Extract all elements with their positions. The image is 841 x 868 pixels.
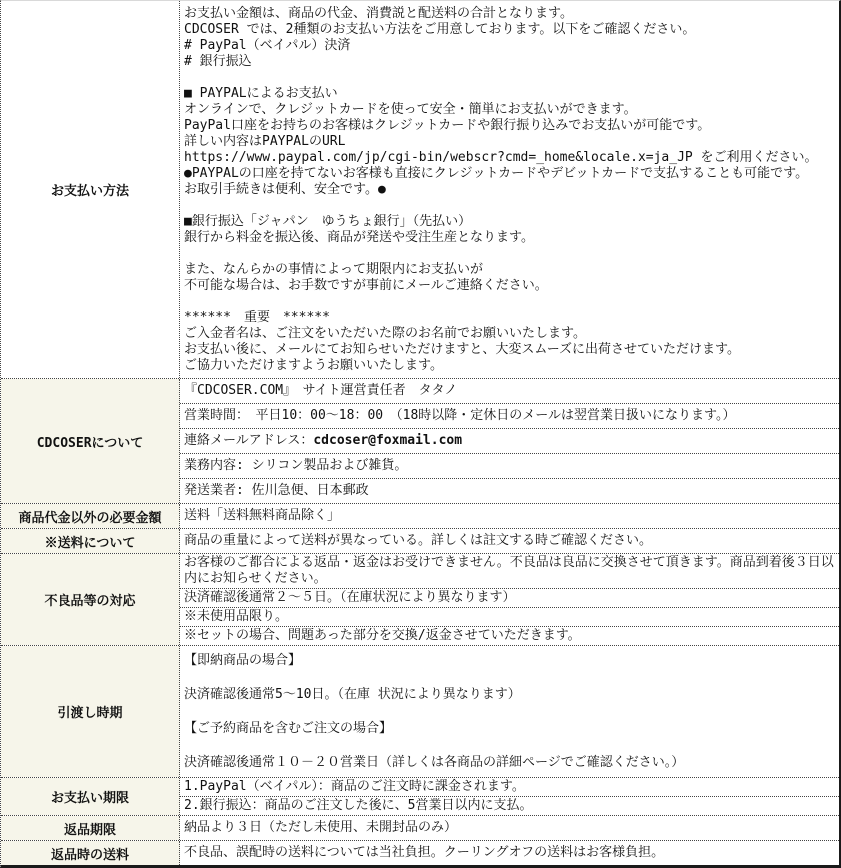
row-header: お支払い方法 xyxy=(1,1,180,378)
row-content xyxy=(180,504,839,528)
content-line xyxy=(184,246,835,262)
content-line: 発送業者: 佐川急便、日本郵政 xyxy=(184,483,369,498)
table-row xyxy=(1,1,839,378)
content-line xyxy=(184,198,835,214)
content-line: ■銀行振込「ジャパン ゆうちょ銀行」（先払い） xyxy=(184,214,472,229)
content-line: ●PAYPALの口座を持てないお客様も直接にクレジットカードやデビットカードで支払することも可能です。 xyxy=(184,166,809,181)
content-section xyxy=(180,554,839,588)
content-line: お客様のご都合による返品・返金はお受けできません。不良品は良品に交換させて頂きます。商品到着後３日以内にお知らせください。 xyxy=(184,555,834,586)
content-line: 決済確認後通常１０－２０営業日（詳しくは各商品の詳細ページでご確認ください。） xyxy=(184,755,685,770)
content-line: ご入金者名は、ご注文をいただいた際のお名前でお願いいたします。 xyxy=(184,326,586,341)
content-line: 詳しい内容はPAYPALのURL xyxy=(184,134,346,149)
content-section xyxy=(180,607,839,626)
content-line: 2.銀行振込：商品のご注文した後に、5営業日以内に支払。 xyxy=(184,798,533,813)
row-header: 商品代金以外の必要金額 xyxy=(1,504,180,528)
table-row xyxy=(1,503,839,528)
content-line xyxy=(184,294,835,310)
row-content xyxy=(180,841,839,865)
row-header: 不良品等の対応 xyxy=(1,554,180,645)
email-label: 連絡メールアドレス： xyxy=(184,433,314,448)
content-line: お支払い後に、メールにてお知らせいただけますと、大変スムーズに出荷させていただけます。 xyxy=(184,342,741,357)
content-section xyxy=(180,626,839,645)
row-header: 返品期限 xyxy=(1,816,180,840)
table-row xyxy=(1,815,839,840)
content-line: ※セットの場合、問題あった部分を交換/返金させていただきます。 xyxy=(184,628,581,643)
content-line: 送料「送料無料商品除く」 xyxy=(184,508,341,523)
row-header: 引渡し時期 xyxy=(1,646,180,777)
content-section xyxy=(180,796,839,815)
row-header: 返品時の送料 xyxy=(1,841,180,865)
table-row xyxy=(1,528,839,553)
content-line: 営業時間： 平日10：00～18：00 （18時以降・定休日のメールは翌営業日扱いになります。） xyxy=(184,408,736,423)
content-line: 【ご予約商品を含むご注文の場合】 xyxy=(184,721,393,736)
row-content xyxy=(180,1,839,378)
email-address: cdcoser@foxmail.com xyxy=(313,433,463,448)
content-line: PayPal口座をお持ちのお客様はクレジットカードや銀行振り込みでお支払いが可能です。 xyxy=(184,118,711,133)
row-content xyxy=(180,816,839,840)
content-section xyxy=(180,816,839,840)
row-header: CDCOSERについて xyxy=(1,379,180,503)
content-section xyxy=(180,529,839,553)
content-line: # PayPal（ベイパル）決済 xyxy=(184,38,351,53)
content-line: 1.PayPal（ベイパル）：商品のご注文時に課金されます。 xyxy=(184,779,525,794)
content-section xyxy=(180,778,839,796)
content-line: 決済確認後通常２～５日。（在庫状況により異なります） xyxy=(184,590,516,605)
content-line: ■ PAYPALによるお支払い xyxy=(184,86,338,101)
row-content xyxy=(180,529,839,553)
content-line: 決済確認後通常5～10日。（在庫 状況により異なります） xyxy=(184,687,521,702)
content-line: CDCOSER では、2種類のお支払い方法をご用意しております。以下をご確認ください。 xyxy=(184,22,696,37)
content-line: https://www.paypal.com/jp/cgi-bin/webscr?cmd=_home&locale.x=ja_JP をご利用ください。 xyxy=(184,150,818,165)
table-row xyxy=(1,378,839,503)
content-line: # 銀行振込 xyxy=(184,54,252,69)
content-line xyxy=(184,737,835,754)
content-section xyxy=(180,428,839,453)
content-section xyxy=(180,588,839,607)
table-row xyxy=(1,645,839,777)
content-line: また、なんらかの事情によって期限内にお支払いが xyxy=(184,262,484,277)
row-header: ※送料について xyxy=(1,529,180,553)
content-section xyxy=(180,478,839,503)
content-section xyxy=(180,1,839,378)
content-line: 商品の重量によって送料が異なっている。詳しくは註文する時ご確認ください。 xyxy=(184,533,653,548)
content-section xyxy=(180,403,839,428)
content-line: オンラインで、クレジットカードを使って安全・簡単にお支払いができます。 xyxy=(184,102,637,117)
table-row xyxy=(1,553,839,645)
row-header: お支払い期限 xyxy=(1,778,180,815)
content-line: 不良品、誤配時の送料については当社負担。クーリングオフの送料はお客様負担。 xyxy=(184,845,665,860)
content-line: 『CDCOSER.COM』 サイト運営責任者 タタノ xyxy=(184,383,458,398)
row-content xyxy=(180,646,839,777)
content-line: 銀行から料金を振込後、商品が発送や受注生産となります。 xyxy=(184,230,534,245)
content-line: ご協力いただけますようお願いいたします。 xyxy=(184,358,443,373)
content-line: ****** 重要 ****** xyxy=(184,310,330,325)
content-line: 【即納商品の場合】 xyxy=(184,653,302,668)
content-line xyxy=(184,70,835,86)
table-row xyxy=(1,840,839,865)
content-line: 納品より３日（ただし未使用、未開封品のみ） xyxy=(184,820,458,835)
content-line: お取引手続きは便利、安全です。● xyxy=(184,182,386,197)
content-line: 業務内容: シリコン製品および雑貨。 xyxy=(184,458,408,473)
content-section xyxy=(180,379,839,403)
content-line: ※未使用品限り。 xyxy=(184,609,289,624)
content-section xyxy=(180,841,839,865)
row-content xyxy=(180,554,839,645)
content-line xyxy=(184,703,835,720)
content-line: お支払い金額は、商品の代金、消費説と配送料の合計となります。 xyxy=(184,6,573,21)
row-content xyxy=(180,379,839,503)
table-row xyxy=(1,777,839,815)
content-line xyxy=(184,669,835,686)
content-section xyxy=(180,453,839,478)
content-section xyxy=(180,646,839,777)
content-section xyxy=(180,504,839,528)
email-line xyxy=(184,433,835,449)
row-content xyxy=(180,778,839,815)
content-line: 不可能な場合は、お手数ですが事前にメールご連絡ください。 xyxy=(184,278,548,293)
